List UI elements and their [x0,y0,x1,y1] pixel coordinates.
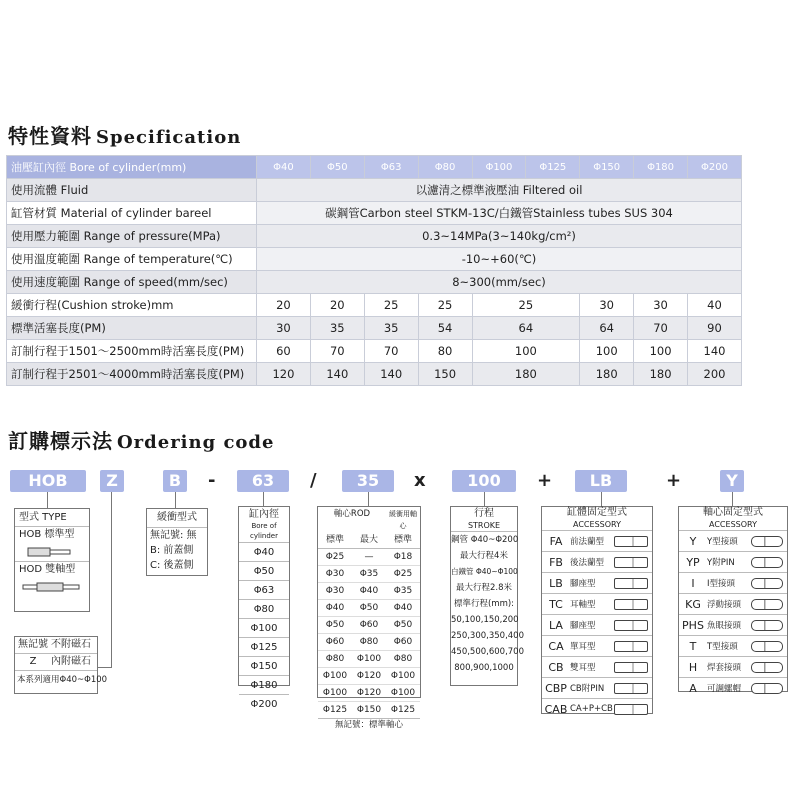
row-label: 使用壓力範圍 Range of pressure(MPa) [7,225,257,248]
cushion-title: 緩衝型式 [147,509,207,528]
temperature-row [7,248,742,271]
accessory-row [679,551,787,572]
bore-option: Φ100 [239,618,289,637]
accessory-code: I [691,576,695,590]
rod-cell: Φ40 [325,603,345,613]
value-cell: 100 [634,340,688,363]
bore-cell: Φ200 [688,156,742,179]
mount-drawing-icon [614,683,648,694]
accessory-desc: 焊套接頭 [707,663,742,673]
bore-cell: Φ150 [580,156,634,179]
type-hod: HOD 雙軸型 [15,561,89,578]
connector [263,492,264,506]
row-label: 緩衝行程(Cushion stroke)mm [7,294,257,317]
accessory-desc: 單耳型 [570,642,596,652]
connector [732,492,733,506]
accessory-title: 缸體固定型式 [567,507,627,518]
accessory-desc: Y附PIN [707,558,735,568]
accessory-code: H [688,660,698,674]
accessory-row [542,551,652,572]
mount-drawing-icon [614,536,648,547]
accessory-row [542,656,652,677]
code-rod-accessory: Y [720,470,744,492]
rod-cell: Φ125 [322,705,348,715]
rod-cell: Φ120 [356,671,382,681]
value-cell: 64 [580,317,634,340]
rod-col-header: 標準 [393,535,412,545]
value-cell: 180 [634,363,688,386]
accessory-code: CA [548,639,564,653]
rod-cell: Φ40 [359,586,379,596]
accessory-desc: 浮動接頭 [707,600,742,610]
bore-cell: Φ80 [418,156,472,179]
stroke-values: 250,300,350,400 [451,631,525,641]
mount-drawing-icon [751,641,783,652]
accessory-code: CBP [545,681,567,695]
separator: + [666,470,682,491]
bore-cell: Φ50 [310,156,364,179]
accessory-code: TC [549,597,563,611]
bore-option: Φ200 [239,694,289,713]
rod-cell: Φ100 [390,671,416,681]
value-cell: 70 [364,340,418,363]
spec-title: 特性資料 Specification [8,124,242,148]
connector [111,492,112,668]
pm-row [7,317,742,340]
rod-cell: Φ80 [325,654,345,664]
row-value: 0.3~14MPa(3~140kg/cm²) [257,225,742,248]
rod-cell: Φ80 [393,654,413,664]
rod-cell: — [364,552,374,562]
bore-option: Φ50 [239,561,289,580]
rod-accessory-box [678,506,788,695]
accessory-code: LB [549,576,563,590]
rod-col-header: 標準 [325,535,344,545]
stroke-note: 鋼管 Φ40~Φ200 [451,535,519,545]
rod-cell: Φ30 [325,586,345,596]
bore-option: Φ80 [239,599,289,618]
row-label: 訂制行程于1501～2500mm時活塞長度(PM) [7,340,257,363]
stroke-note: 最大行程2.8米 [455,583,513,593]
accessory-desc: I型接頭 [707,579,736,589]
accessory-code: FA [549,534,563,548]
value-cell: 140 [310,363,364,386]
rod-cell: Φ25 [325,552,345,562]
accessory-row [679,593,787,614]
accessory-code: Y [689,534,697,548]
stroke-title: 行程 [474,508,494,519]
value-cell: 70 [634,317,688,340]
separator: + [537,470,553,491]
accessory-row [542,698,652,719]
accessory-code: T [689,639,697,653]
value-cell: 30 [580,294,634,317]
accessory-row [679,635,787,656]
accessory-row [679,614,787,635]
separator: - [208,470,216,491]
accessory-desc: 前法蘭型 [570,537,605,547]
pm1-row [7,340,742,363]
type-hob: HOB 標準型 [15,526,89,543]
value-cell: 140 [688,340,742,363]
mount-drawing-icon [751,578,783,589]
cushion-box [146,508,208,576]
accessory-row [679,677,787,698]
rod-cell: Φ30 [325,569,345,579]
cushion-option: B: 前蓋側 [150,545,194,556]
accessory-box [541,506,653,714]
rod-row [318,650,420,667]
accessory-code: FB [549,555,563,569]
rod-cell: Φ18 [393,552,413,562]
accessory-code: YP [686,555,700,569]
row-label: 使用流體 Fluid [7,179,257,202]
mount-drawing-icon [614,704,648,715]
pressure-row [7,225,742,248]
bore-box [238,506,290,710]
magnet-value: 內附磁石 [51,656,91,667]
value-cell: 120 [257,363,311,386]
rod-col-header: 最大 [359,535,378,545]
bore-cell: Φ100 [472,156,526,179]
connector [47,492,48,508]
accessory-row [542,572,652,593]
rod-row [318,599,420,616]
mount-drawing-icon [614,557,648,568]
accessory-row [542,677,652,698]
mount-drawing-icon [614,662,648,673]
mount-drawing-icon [751,599,783,610]
row-value: 碳鋼管Carbon steel STKM-13C/白鐵管Stainless tubes SUS 304 [257,202,742,225]
type-box [14,508,90,612]
magnet-value: 不附磁石 [51,639,91,650]
pm2-row [7,363,742,386]
rod-row [318,616,420,633]
mount-drawing-icon [751,683,783,694]
cushion-option: C: 後蓋側 [150,560,194,571]
accessory-row [679,656,787,677]
connector [601,492,602,506]
value-cell: 25 [418,294,472,317]
separator: / [310,470,317,491]
code-rod: 35 [342,470,394,492]
accessory-desc: 可調螺帽 [707,684,742,694]
value-cell: 40 [688,294,742,317]
bore-subtitle: Bore of cylinder [250,522,278,540]
stroke-note: 最大行程4米 [460,551,508,561]
accessory-code: CAB [544,702,568,716]
connector [484,492,485,506]
rod-cell: Φ40 [393,603,413,613]
accessory-code: KG [685,597,701,611]
magnet-key: 無記號 [18,639,48,650]
accessory-desc: 魚眼接頭 [707,621,742,631]
value-cell: 180 [472,363,580,386]
value-cell: 25 [472,294,580,317]
rod-cell: Φ50 [393,620,413,630]
ordering-title: 訂購標示法 Ordering code [8,429,275,453]
rod-row [318,565,420,582]
rod-cell: Φ35 [359,569,379,579]
bore-option: Φ63 [239,580,289,599]
speed-row [7,271,742,294]
accessory-row [542,593,652,614]
accessory-code: PHS [682,618,704,632]
value-cell: 80 [418,340,472,363]
stroke-note: 白鐵管 Φ40~Φ100 [451,567,518,576]
accessory-desc: CA+P+CB [570,704,613,714]
mount-drawing-icon [614,620,648,631]
code-model: HOB [10,470,86,492]
stroke-box [450,506,525,686]
value-cell: 20 [310,294,364,317]
value-cell: 180 [580,363,634,386]
rod-title: 軸心ROD [333,509,371,519]
rod-cell: Φ25 [393,569,413,579]
code-magnet: Z [100,470,124,492]
code-stroke: 100 [452,470,516,492]
row-value: -10~+60(℃) [257,248,742,271]
rod-cell: Φ100 [390,688,416,698]
rod-cell: Φ50 [359,603,379,613]
accessory-row [542,635,652,656]
accessory-row [679,530,787,551]
bore-cell: Φ125 [526,156,580,179]
bore-cell: Φ180 [634,156,688,179]
value-cell: 100 [472,340,580,363]
value-cell: 30 [257,317,311,340]
row-value: 8~300(mm/sec) [257,271,742,294]
row-label: 使用溫度範圍 Range of temperature(℃) [7,248,257,271]
stroke-values: 50,100,150,200 [451,615,519,625]
accessory-row [679,572,787,593]
rod-cell: Φ60 [325,637,345,647]
value-cell: 35 [364,317,418,340]
value-cell: 90 [688,317,742,340]
row-label: 標準活塞長度(PM) [7,317,257,340]
row-label: 使用速度範圍 Range of speed(mm/sec) [7,271,257,294]
value-cell: 35 [310,317,364,340]
rod-cell: Φ80 [359,637,379,647]
material-row [7,202,742,225]
accessory-row [542,530,652,551]
stroke-values: 800,900,1000 [454,663,514,673]
value-cell: 54 [418,317,472,340]
accessory-desc: 腳座型 [570,579,596,589]
accessory-desc: 腳座型 [570,621,596,631]
mount-drawing-icon [751,620,783,631]
code-cushion: B [163,470,187,492]
rod-cell: Φ60 [359,620,379,630]
connector [175,492,176,508]
cylinder-icon [15,543,89,561]
row-value: 以濾清之標準液壓油 Filtered oil [257,179,742,202]
accessory-desc: Y型接頭 [707,537,738,547]
cushion-option: 無記號: 無 [150,530,197,541]
rod-row [318,549,420,565]
rod-cell: Φ100 [322,671,348,681]
rod-cell: Φ150 [356,705,382,715]
row-label: 訂制行程于2501～4000mm時活塞長度(PM) [7,363,257,386]
accessory-desc: 雙耳型 [570,663,596,673]
rod-cell: Φ100 [356,654,382,664]
value-cell: 200 [688,363,742,386]
stroke-values: 450,500,600,700 [451,647,525,657]
row-label: 缸管材質 Material of cylinder bareel [7,202,257,225]
rod-cell: Φ120 [356,688,382,698]
value-cell: 60 [257,340,311,363]
accessory-row [542,614,652,635]
rod-accessory-subtitle: ACCESSORY [709,520,757,529]
value-cell: 70 [310,340,364,363]
rod-cell: Φ50 [325,620,345,630]
value-cell: 25 [364,294,418,317]
mount-drawing-icon [751,536,783,547]
spec-table [6,155,742,386]
rod-cell: Φ35 [393,586,413,596]
stroke-note: 標準行程(mm): [453,599,515,609]
value-cell: 30 [634,294,688,317]
bore-option: Φ40 [239,542,289,561]
mount-drawing-icon [751,557,783,568]
double-rod-cylinder-icon [15,578,89,596]
rod-cell: Φ60 [393,637,413,647]
magnet-box [14,636,108,694]
connector [368,492,369,506]
accessory-code: A [689,681,697,695]
accessory-desc: 後法蘭型 [570,558,605,568]
value-cell: 64 [472,317,580,340]
mount-drawing-icon [614,641,648,652]
rod-accessory-title: 軸心固定型式 [703,507,763,518]
rod-row [318,684,420,701]
rod-cushion-title: 緩衝用軸心 [389,510,417,530]
accessory-code: LA [549,618,563,632]
rod-row [318,633,420,650]
cushion-row [7,294,742,317]
bore-option: Φ150 [239,656,289,675]
code-bore: 63 [237,470,289,492]
value-cell: 150 [418,363,472,386]
spec-header-row [7,156,742,179]
stroke-subtitle: STROKE [451,520,517,532]
rod-row [318,582,420,599]
rod-cell: Φ125 [390,705,416,715]
value-cell: 100 [580,340,634,363]
type-title: 型式 TYPE [19,512,67,523]
accessory-code: CB [548,660,564,674]
bore-cell: Φ40 [257,156,311,179]
rod-box [317,506,421,730]
magnet-key: Z [29,656,37,667]
rod-note: 無記號：標準軸心 [318,718,420,732]
rod-row [318,701,420,718]
fluid-row [7,179,742,202]
accessory-desc: CB附PIN [570,684,605,694]
magnet-note: 本系列適用Φ40~Φ100 [15,670,97,689]
code-accessory: LB [575,470,627,492]
bore-option: Φ125 [239,637,289,656]
mount-drawing-icon [614,599,648,610]
bore-cell: Φ63 [364,156,418,179]
value-cell: 140 [364,363,418,386]
value-cell: 20 [257,294,311,317]
separator: x [414,470,426,491]
accessory-desc: 耳軸型 [570,600,596,610]
rod-cell: Φ100 [322,688,348,698]
accessory-desc: T型接頭 [707,642,738,652]
mount-drawing-icon [751,662,783,673]
rod-row [318,667,420,684]
connector [98,667,112,668]
accessory-subtitle: ACCESSORY [573,520,621,529]
bore-title: 缸內徑 [249,509,279,520]
bore-option: Φ180 [239,675,289,694]
mount-drawing-icon [614,578,648,589]
bore-header-label: 油壓缸內徑 Bore of cylinder(mm) [7,156,257,179]
